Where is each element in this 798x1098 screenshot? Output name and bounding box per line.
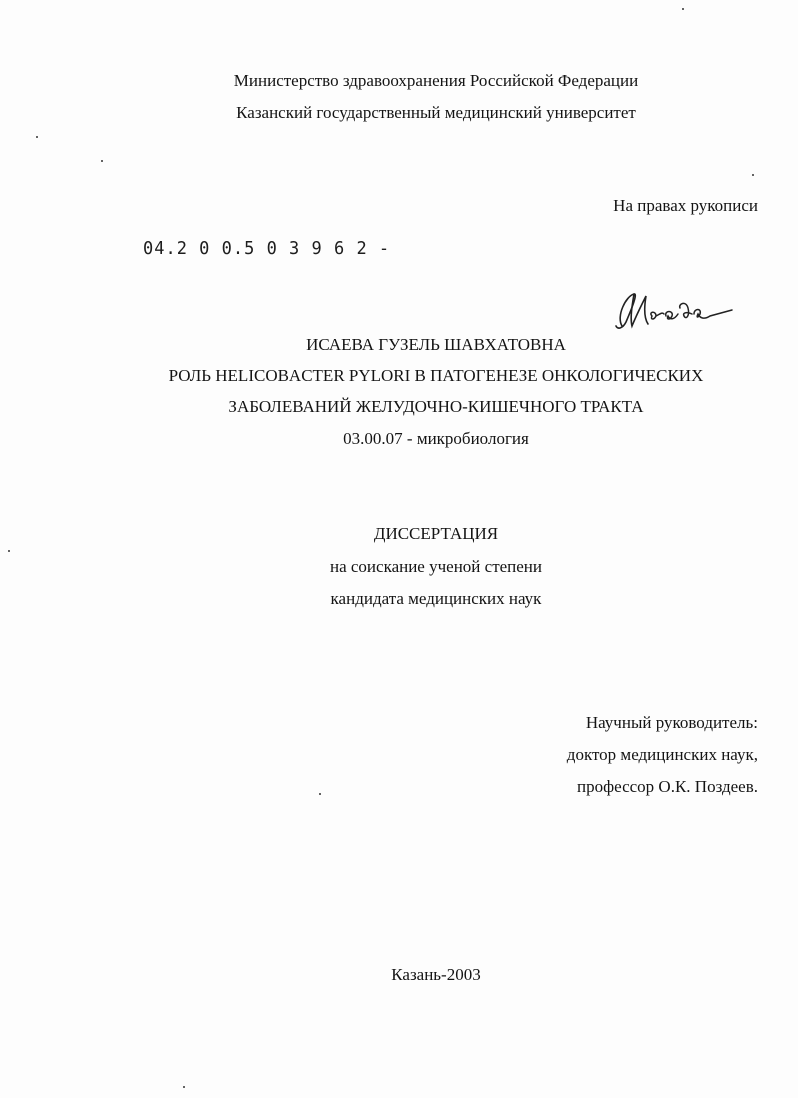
signature-image bbox=[608, 286, 738, 336]
scan-speck bbox=[752, 174, 754, 176]
thesis-title-line-2: ЗАБОЛЕВАНИЙ ЖЕЛУДОЧНО-КИШЕЧНОГО ТРАКТА bbox=[228, 397, 644, 416]
degree-line-2: кандидата медицинских наук bbox=[330, 589, 542, 608]
supervisor-degree: доктор медицинских наук, bbox=[566, 745, 758, 764]
university-name: Казанский государственный медицинский университет bbox=[236, 103, 636, 122]
scan-speck bbox=[682, 8, 684, 10]
scan-speck bbox=[101, 160, 103, 162]
degree-line-1: на соискание ученой степени bbox=[329, 557, 543, 576]
supervisor-name: профессор О.К. Поздеев. bbox=[577, 777, 758, 796]
supervisor-label: Научный руководитель: bbox=[585, 713, 758, 732]
ministry-name: Министерство здравоохранения Российской Федерации bbox=[233, 71, 639, 90]
rights-note: На правах рукописи bbox=[613, 196, 758, 215]
city-year: Казань-2003 bbox=[391, 965, 481, 984]
author-name: ИСАЕВА ГУЗЕЛЬ ШАВХАТОВНА bbox=[306, 335, 566, 354]
dissertation-label: ДИССЕРТАЦИЯ bbox=[373, 524, 499, 543]
scan-speck bbox=[183, 1086, 185, 1088]
scan-speck bbox=[36, 136, 38, 138]
registration-stamp: 04.2 0 0.5 0 3 9 6 2 - bbox=[143, 238, 391, 260]
scan-speck bbox=[319, 793, 321, 795]
thesis-title-line-1: РОЛЬ HELICOBACTER PYLORI В ПАТОГЕНЕЗЕ ОНКОЛОГИЧЕСКИХ bbox=[168, 366, 704, 385]
specialty-code: 03.00.07 - микробиология bbox=[343, 429, 529, 448]
scan-speck bbox=[8, 550, 10, 552]
